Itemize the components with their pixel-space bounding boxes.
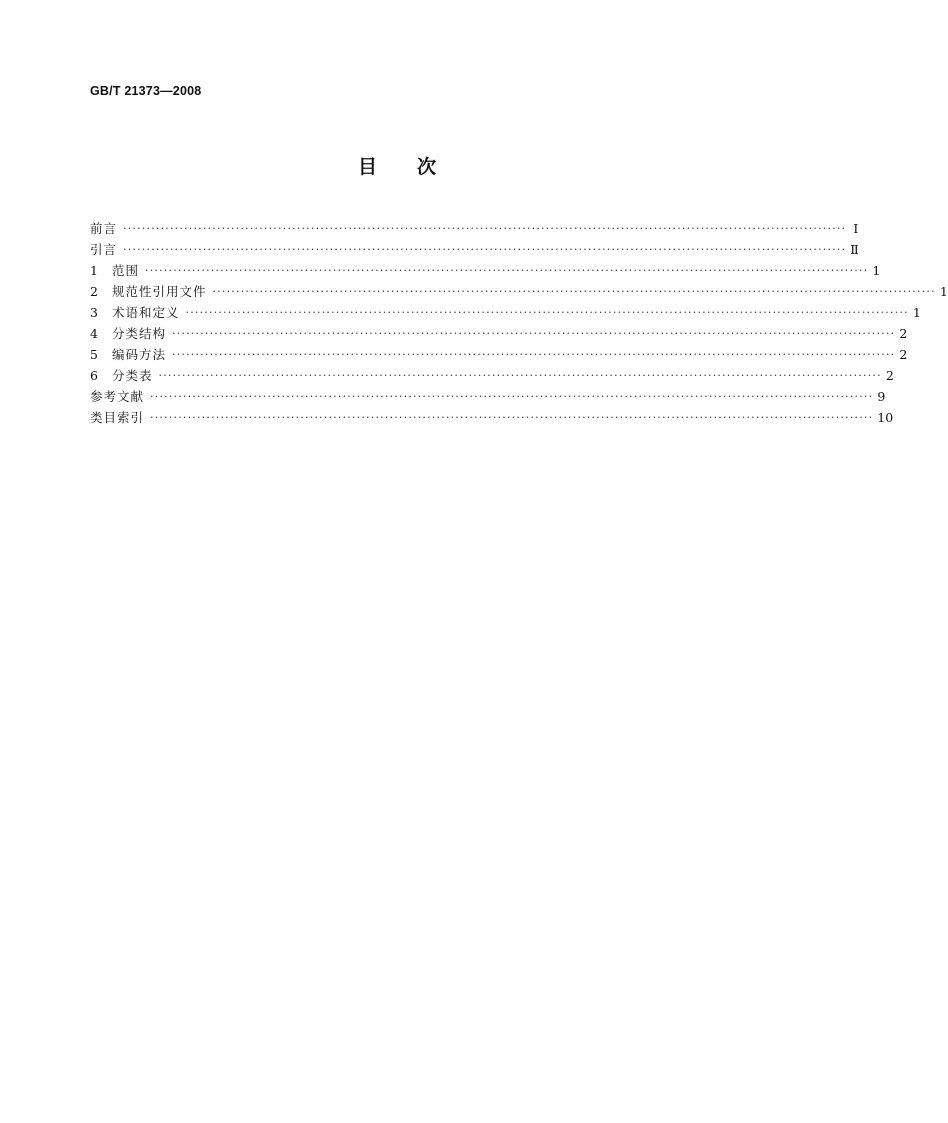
toc-page-number: 1 bbox=[939, 284, 948, 299]
toc-page-number: 2 bbox=[899, 347, 908, 362]
toc-entry-label: 术语和定义 bbox=[112, 305, 180, 320]
toc-page-number: 1 bbox=[872, 263, 881, 278]
toc-page-number: 1 bbox=[912, 305, 921, 320]
toc-dot-leader: ·························································································································································· bbox=[123, 222, 847, 235]
toc-entry-number: 2 bbox=[90, 284, 98, 299]
toc-entry-introduction[interactable] bbox=[90, 239, 859, 260]
toc-entry-terms-definitions[interactable] bbox=[90, 302, 921, 323]
toc-entry-foreword[interactable] bbox=[90, 218, 859, 239]
toc-entry-label: 参考文献 bbox=[90, 389, 145, 404]
toc-dot-leader: ·························································································································································· bbox=[123, 243, 847, 256]
toc-entry-label: 分类结构 bbox=[112, 326, 167, 341]
toc-entry-classification-structure[interactable] bbox=[90, 323, 908, 344]
toc-title: 目次 bbox=[357, 156, 476, 178]
toc-entry-number: 6 bbox=[90, 368, 98, 383]
toc-entry-category-index[interactable] bbox=[90, 407, 894, 428]
table-of-contents bbox=[90, 218, 948, 428]
toc-dot-leader: ·························································································································································· bbox=[150, 390, 874, 403]
toc-entry-bibliography[interactable] bbox=[90, 386, 886, 407]
toc-page-number: 2 bbox=[885, 368, 894, 383]
toc-entry-number: 3 bbox=[90, 305, 98, 320]
toc-entry-scope[interactable] bbox=[90, 260, 881, 281]
toc-entry-classification-table[interactable] bbox=[90, 365, 894, 386]
document-code: GB/T 21373—2008 bbox=[90, 84, 202, 98]
toc-entry-label: 引言 bbox=[90, 242, 118, 257]
toc-dot-leader: ·························································································································································· bbox=[172, 348, 896, 361]
toc-dot-leader: ·························································································································································· bbox=[212, 285, 936, 298]
toc-entry-number: 1 bbox=[90, 263, 98, 278]
toc-entry-label: 规范性引用文件 bbox=[112, 284, 207, 299]
toc-entry-number: 5 bbox=[90, 347, 98, 362]
toc-entry-label: 编码方法 bbox=[112, 347, 167, 362]
toc-page-number: Ⅱ bbox=[850, 242, 859, 257]
toc-page-number: 2 bbox=[899, 326, 908, 341]
toc-entry-label: 分类表 bbox=[112, 368, 153, 383]
toc-entry-normative-references[interactable] bbox=[90, 281, 948, 302]
toc-dot-leader: ·························································································································································· bbox=[145, 264, 869, 277]
toc-page-number: Ⅰ bbox=[853, 221, 859, 236]
toc-entry-label: 前言 bbox=[90, 221, 118, 236]
toc-entry-label: 范围 bbox=[112, 263, 140, 278]
toc-dot-leader: ·························································································································································· bbox=[150, 411, 874, 424]
toc-entry-number: 4 bbox=[90, 326, 98, 341]
toc-entry-coding-method[interactable] bbox=[90, 344, 908, 365]
toc-dot-leader: ·························································································································································· bbox=[172, 327, 896, 340]
toc-page-number: 10 bbox=[877, 410, 894, 425]
toc-entry-label: 类目索引 bbox=[90, 410, 145, 425]
toc-page-number: 9 bbox=[877, 389, 886, 404]
toc-dot-leader: ·························································································································································· bbox=[185, 306, 909, 319]
toc-dot-leader: ·························································································································································· bbox=[158, 369, 882, 382]
